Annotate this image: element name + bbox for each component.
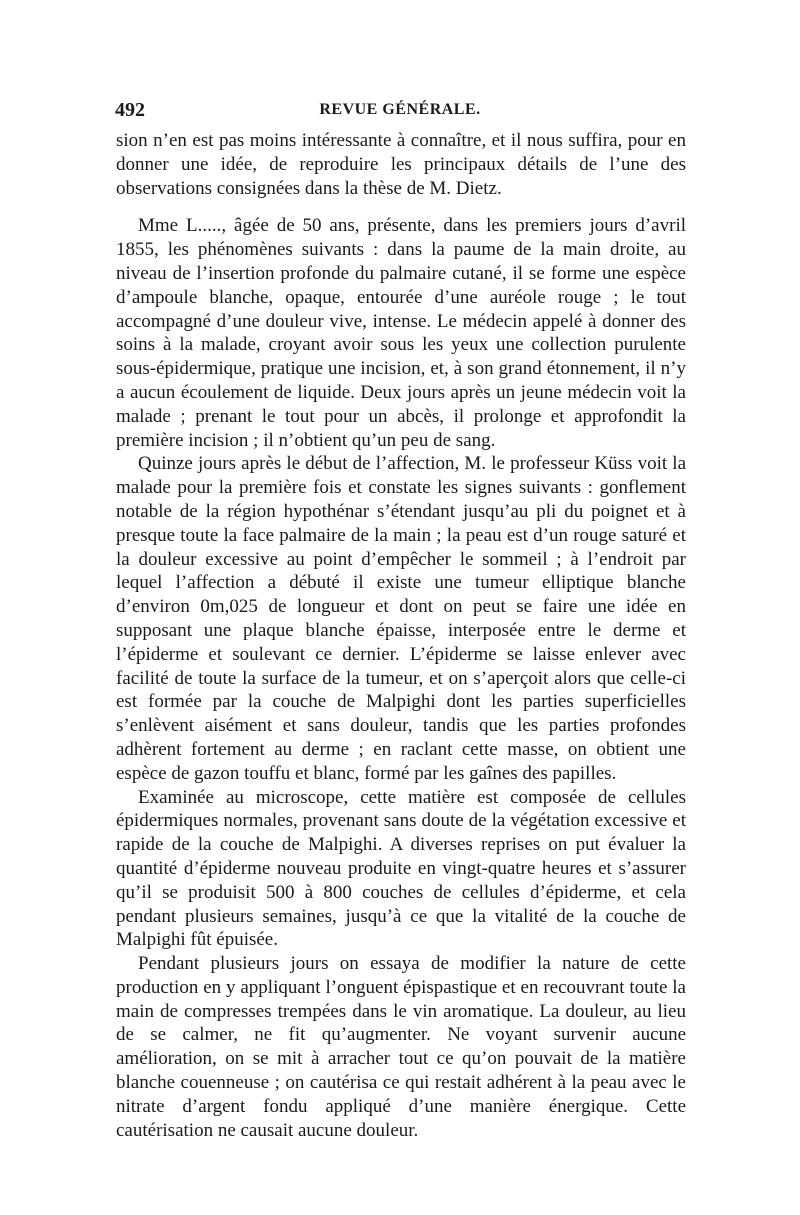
paragraph-1: sion n’en est pas moins intéressante à connaître, et il nous suffira, pour en donner une idée, de reproduire les principaux détails de l’une des observations consignées dans la thèse de M. Dietz. xyxy=(116,130,686,199)
paragraph-2: Mme L....., âgée de 50 ans, présente, dans les premiers jours d’avril 1855, les phénomènes suivants : dans la paume de la main droite, au niveau de l’insertion profonde du palmaire cutané, il se forme une espèce d’ampoule blanche, opaque, entourée d’une auréole rouge ; le tout accompagné d’une douleur vive, intense. Le médecin appelé à donner des soins à la malade, croyant avoir sous les yeux une collection purulente sous-épidermique, pratique une incision, et, à son grand étonnement, il n’y a aucun écoulement de liquide. Deux jours après un jeune médecin voit la malade ; prenant le tout pour un abcès, il prolonge et approfondit la première incision ; il n’obtient qu’un peu de sang. xyxy=(116,215,686,451)
paragraph-5: Pendant plusieurs jours on essaya de modifier la nature de cette production en y appliquant l’onguent épispastique et en recouvrant toute la main de compresses trempées dans le vin aromatique. La douleur, au lieu de se calmer, ne fit qu’augmenter. Ne voyant survenir aucune amélioration, on se mit à arracher tout ce qu’on pouvait de la matière blanche couenneuse ; on cautérisa ce qui restait adhérent à la peau avec le nitrate d’argent fondu appliqué d’une manière énergique. Cette cautérisation ne causait aucune douleur. xyxy=(116,953,686,1141)
paragraph-4: Examinée au microscope, cette matière est composée de cellules épidermiques normales, provenant sans doute de la végétation excessive et rapide de la couche de Malpighi. A diverses reprises on put évaluer la quantité d’épiderme nouveau produite en vingt-quatre heures et s’assurer qu’il se produisit 500 à 800 couches de cellules d’épiderme, et cela pendant plusieurs semaines, jusqu’à ce que la vitalité de la couche de Malpighi fût épuisée. xyxy=(116,786,686,951)
body-text xyxy=(116,129,686,1142)
paragraph-gap xyxy=(116,200,686,214)
page-header xyxy=(115,97,685,123)
running-title: REVUE GÉNÉRALE. xyxy=(319,101,481,118)
page-number: 492 xyxy=(115,99,145,121)
paragraph-3: Quinze jours après le début de l’affection, M. le professeur Küss voit la malade pour la première fois et constate les signes suivants : gonflement notable de la région hypothénar s’étendant jusqu’au pli du poignet et à presque toute la face palmaire de la main ; la peau est d’un rouge saturé et la douleur excessive au point d’empêcher le sommeil ; à l’endroit par lequel l’affection a débuté il existe une tumeur elliptique blanche d’environ 0m,025 de longueur et dont on peut se faire une idée en supposant une plaque blanche épaisse, interposée entre le derme et l’épiderme et soulevant ce dernier. L’épiderme se laisse enlever avec facilité de toute la surface de la tumeur, et on s’aperçoit alors que celle-ci est formée par la couche de Malpighi dont les parties superficielles s’enlèvent aisément et sans douleur, tandis que les parties profondes adhèrent fortement au derme ; en raclant cette masse, on obtient une espèce de gazon touffu et blanc, formé par les gaînes des papilles. xyxy=(116,453,686,784)
